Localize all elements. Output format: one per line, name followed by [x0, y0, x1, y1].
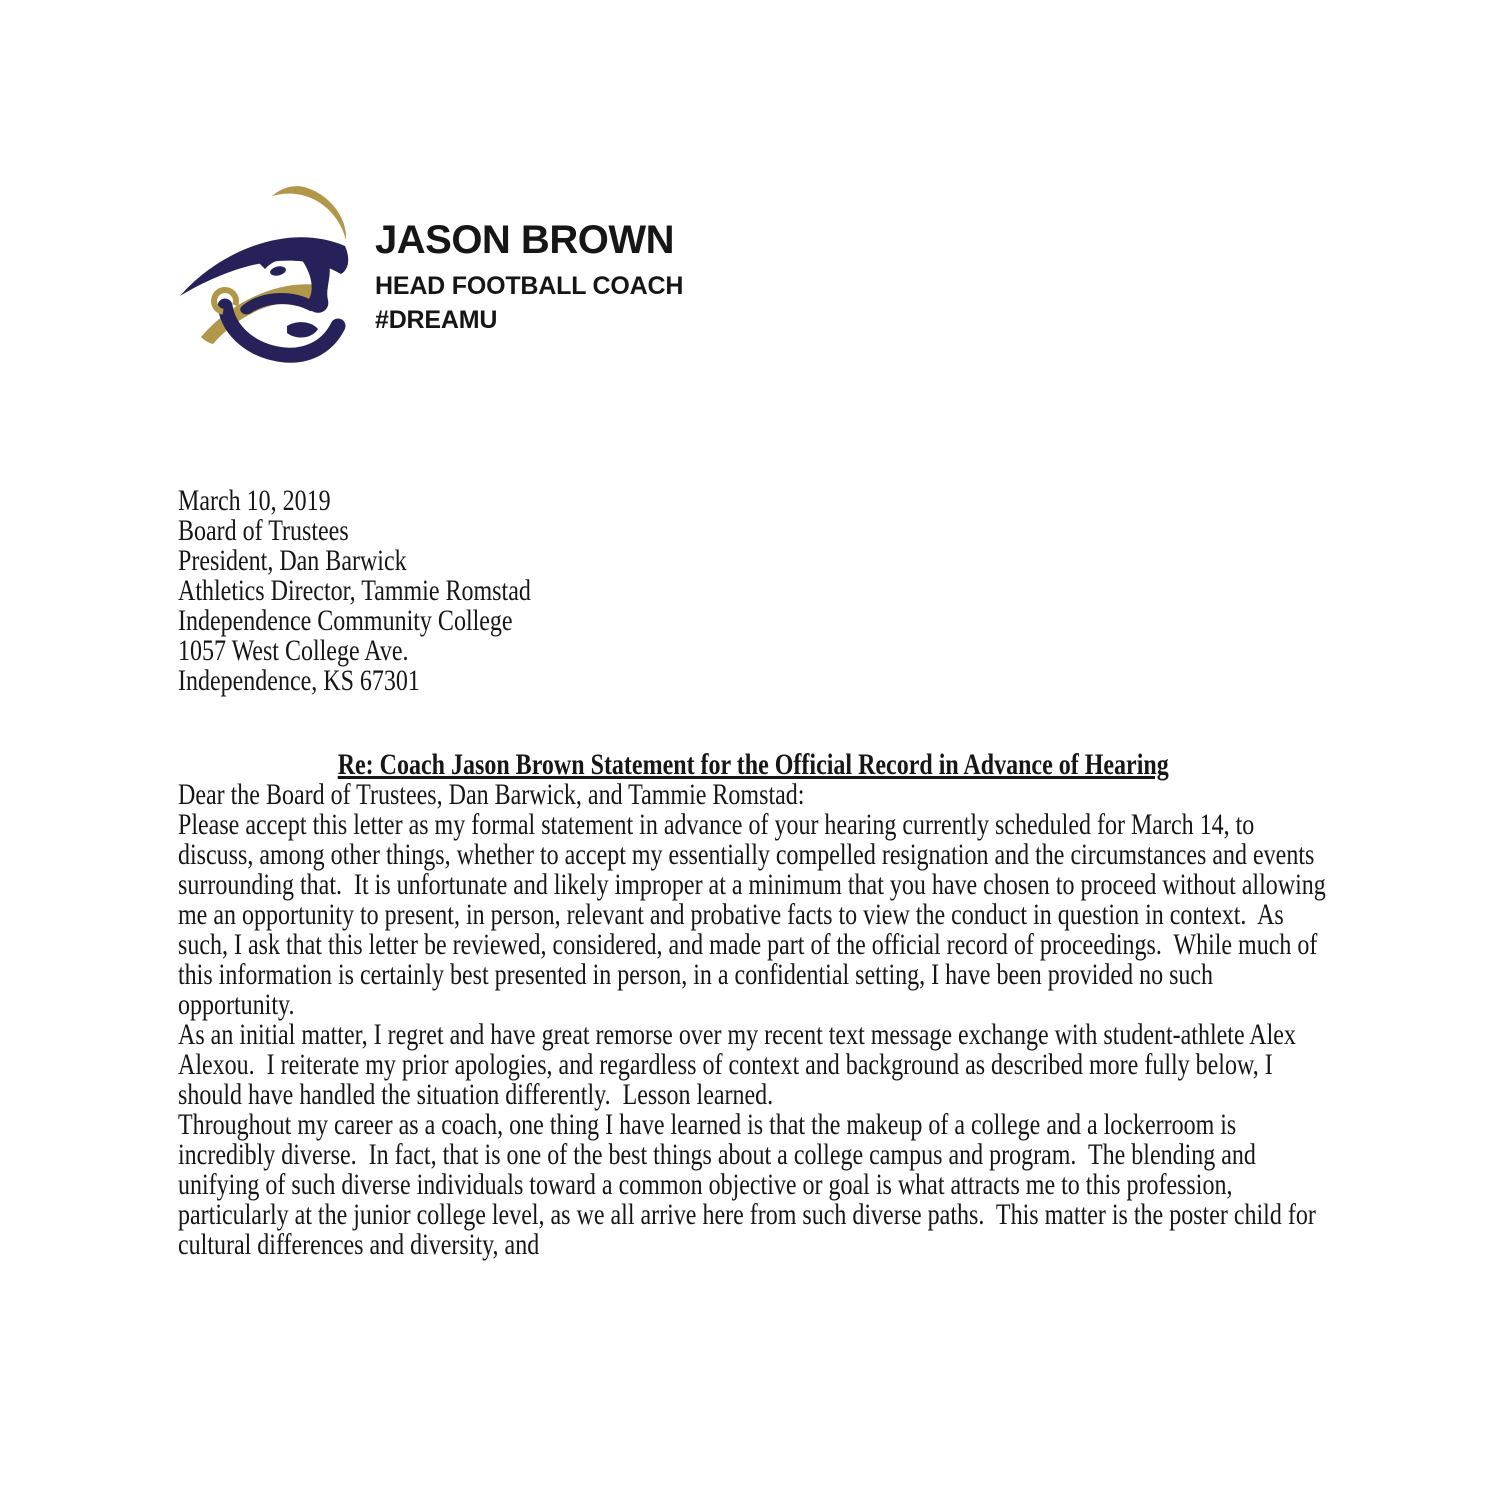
letter-date: March 10, 2019 [178, 484, 331, 517]
recipient-line: President, Dan Barwick [178, 544, 407, 577]
coach-hashtag: #DREAMU [375, 306, 498, 334]
salutation: Dear the Board of Trustees, Dan Barwick, and Tammie Romstad: [178, 778, 805, 811]
body-paragraph: Throughout my career as a coach, one thing I have learned is that the makeup of a college and a lockerroom is incredibly diverse. In fact, that is one of the best things about a college campus and program. The blending and unifying of such diverse individuals toward a common objective or goal is what attracts me to this profession, particularly at the junior college level, as we all arrive here from such diverse paths. This matter is the poster child for cultural differences and diversity, and [178, 1108, 1322, 1261]
letterhead-text [375, 220, 683, 334]
body-paragraph: Please accept this letter as my formal statement in advance of your hearing currently scheduled for March 14, to discuss, among other things, whether to accept my essentially compelled resignation and the circumstances and events surrounding that. It is unfortunate and likely improper at a minimum that you have chosen to proceed without allowing me an opportunity to present, in person, relevant and probative facts to view the conduct in question in context. As such, I ask that this letter be reviewed, considered, and made part of the official record of proceedings. While much of this information is certainly best presented in person, in a confidential setting, I have been provided no such opportunity. [178, 808, 1332, 1021]
subject-text: Re: Coach Jason Brown Statement for the Official Record in Advance of Hearing [337, 748, 1169, 781]
hat-gold-top-swoosh [272, 186, 346, 240]
recipient-line: Athletics Director, Tammie Romstad [178, 574, 531, 607]
recipient-line: 1057 West College Ave. [178, 634, 409, 667]
coach-role: HEAD FOOTBALL COACH [375, 272, 684, 300]
eye-shape [269, 265, 287, 277]
chin-patch-shape [287, 322, 318, 337]
pirate-head-logo-icon [175, 180, 365, 365]
recipient-block [178, 516, 1328, 696]
recipient-line: Independence, KS 67301 [178, 664, 420, 697]
subject-line [178, 750, 1328, 780]
body-paragraph: As an initial matter, I regret and have great remorse over my recent text message exchange with student-athlete Alex Alexou. I reiterate my prior apologies, and regardless of context and background as described more fully below, I should have handled the situation differently. Lesson learned. [178, 1018, 1301, 1111]
recipient-line: Board of Trustees [178, 514, 349, 547]
recipient-line: Independence Community College [178, 604, 513, 637]
letter-content [178, 484, 1332, 1261]
letterhead [175, 180, 683, 365]
coach-name: JASON BROWN [375, 218, 674, 262]
